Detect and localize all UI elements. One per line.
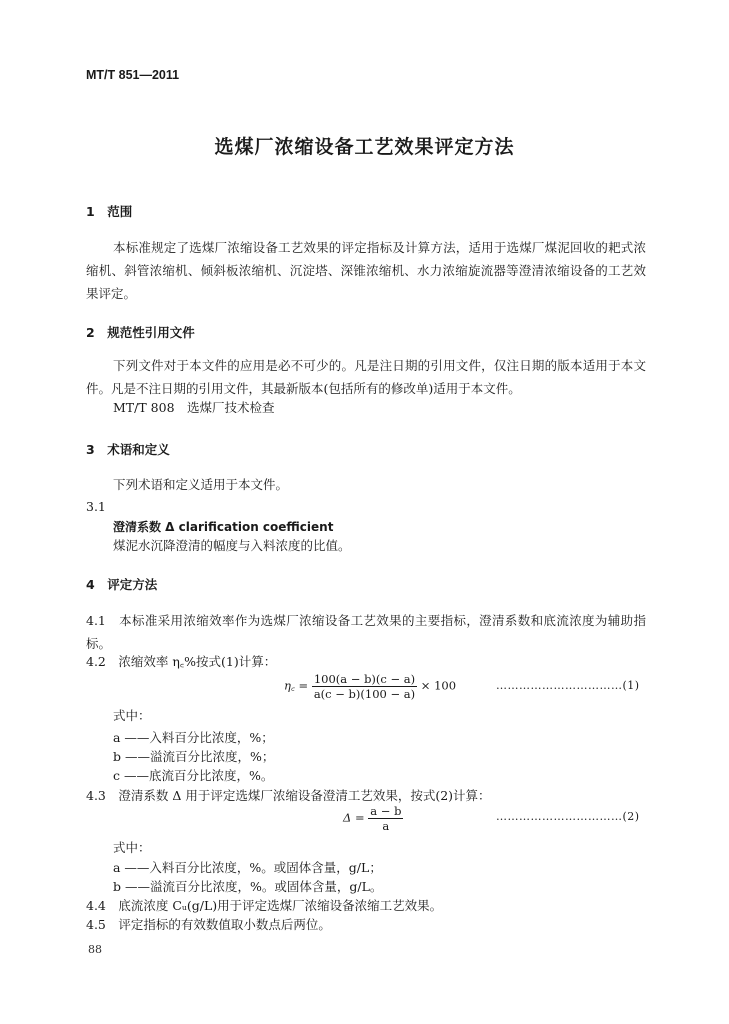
clause-4-4: 4.4 底流浓度 Cᵤ(g/L)用于评定选煤厂浓缩设备浓缩工艺效果。 xyxy=(86,898,443,913)
clause-4-3: 4.3 澄清系数 Δ 用于评定选煤厂浓缩设备澄清工艺效果，按式(2)计算： xyxy=(86,788,491,803)
clause-4-2: 4.2 浓缩效率 η꜀%按式(1)计算： xyxy=(86,654,277,669)
variable-a-1: a ——入料百分比浓度，%； xyxy=(113,730,274,745)
term-title: 澄清系数 Δ clarification coefficient xyxy=(113,520,334,534)
clause-4-5: 4.5 评定指标的有效数值取小数点后两位。 xyxy=(86,917,331,932)
equation-1-fraction xyxy=(312,672,417,701)
standard-code: MT/T 851—2011 xyxy=(86,68,180,82)
variable-a-2: a ——入料百分比浓度，%。或固体含量，g/L； xyxy=(113,860,382,875)
section-3-body: 下列术语和定义适用于本文件。 xyxy=(113,477,289,492)
variable-c-1: c ——底流百分比浓度，%。 xyxy=(113,768,274,783)
term-definition: 煤泥水沉降澄清的幅度与入料浓度的比值。 xyxy=(113,538,351,553)
equation-2-fraction xyxy=(368,804,403,833)
section-1-body: 本标准规定了选煤厂浓缩设备工艺效果的评定指标及计算方法，适用于选煤厂煤泥回收的耙式浓缩机、斜管浓缩机、倾斜板浓缩机、沉淀塔、深锥浓缩机、水力浓缩旋流器等澄清浓缩设备的工艺效果评定。 xyxy=(86,240,646,301)
equation-2-number: ……………………………(2) xyxy=(496,810,640,823)
variable-b-2: b ——溢流百分比浓度，%。或固体含量，g/L。 xyxy=(113,879,383,894)
equation-2-denominator: a xyxy=(382,819,390,833)
term-number: 3.1 xyxy=(86,499,106,514)
section-4-heading: 4 评定方法 xyxy=(86,577,158,592)
section-2-heading: 2 规范性引用文件 xyxy=(86,325,195,340)
section-2-body: 下列文件对于本文件的应用是必不可少的。凡是注日期的引用文件，仅注日期的版本适用于本文件。凡是不注日期的引用文件，其最新版本(包括所有的修改单)适用于本文件。 xyxy=(86,358,646,396)
equation-1-lhs: η꜀ = xyxy=(284,678,309,693)
equation-2-lhs: Δ = xyxy=(343,810,365,825)
equation-1-denominator: a(c − b)(100 − a) xyxy=(313,687,416,701)
equation-1 xyxy=(284,672,456,701)
document-title: 选煤厂浓缩设备工艺效果评定方法 xyxy=(214,136,515,158)
where-label-2: 式中： xyxy=(113,840,151,855)
section-1-heading: 1 范围 xyxy=(86,204,133,219)
equation-2 xyxy=(343,804,403,833)
page-number: 88 xyxy=(88,943,102,956)
where-label-1: 式中： xyxy=(113,708,151,723)
variable-b-1: b ——溢流百分比浓度，%； xyxy=(113,749,275,764)
equation-1-number: ……………………………(1) xyxy=(496,679,640,692)
section-3-heading: 3 术语和定义 xyxy=(86,442,170,457)
normative-reference: MT/T 808 选煤厂技术检查 xyxy=(113,400,275,415)
equation-1-tail: × 100 xyxy=(420,678,457,693)
clause-4-1: 4.1 本标准采用浓缩效率作为选煤厂浓缩设备工艺效果的主要指标，澄清系数和底流浓度为辅助指标。 xyxy=(86,613,646,651)
equation-2-numerator: a − b xyxy=(370,804,402,818)
equation-1-numerator: 100(a − b)(c − a) xyxy=(313,672,416,686)
